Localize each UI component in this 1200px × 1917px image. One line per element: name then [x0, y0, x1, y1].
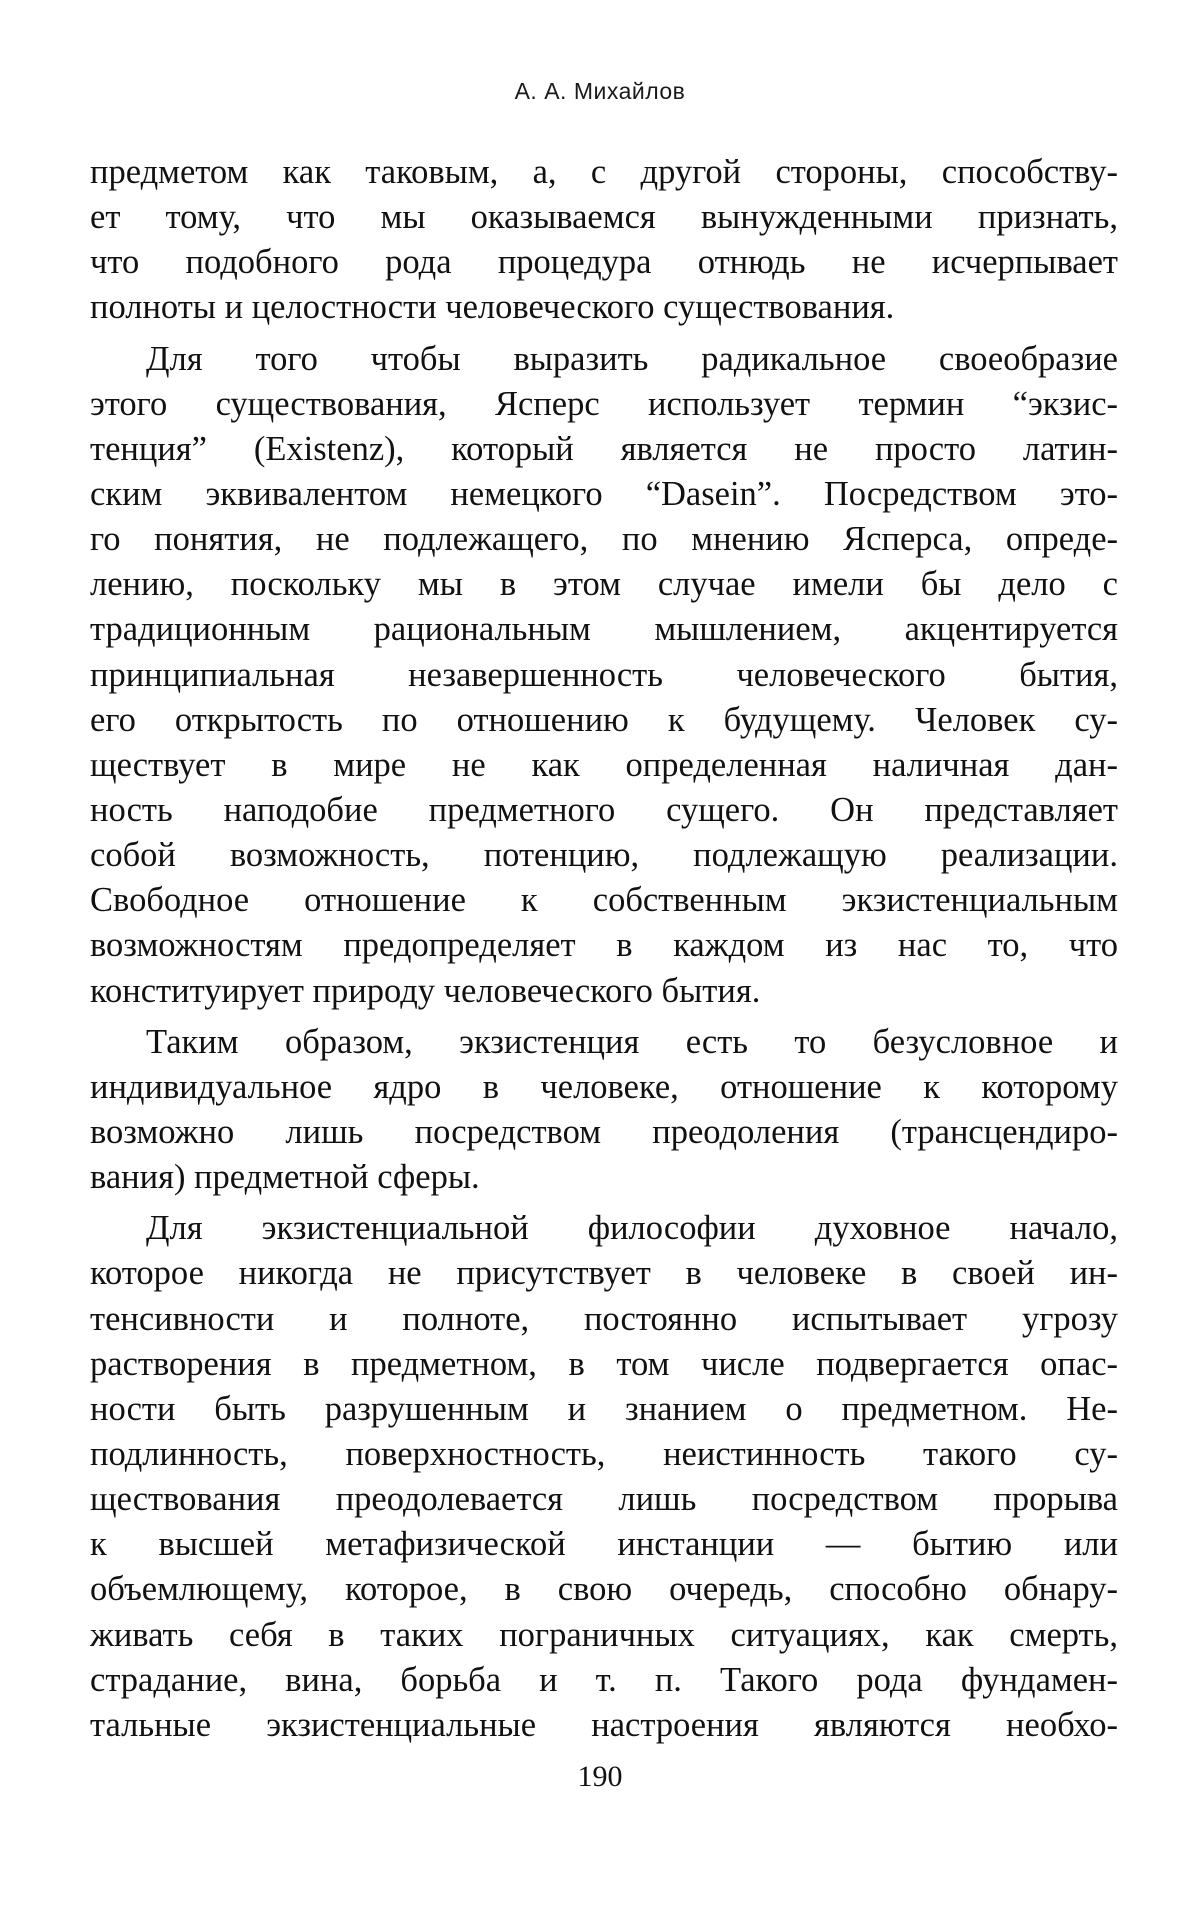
text-line: ществования преодолевается лишь посредством прорыва	[90, 1480, 1118, 1519]
text-line: Таким образом, экзистенция есть то безусловное и	[146, 1022, 1118, 1061]
text-line: что подобного рода процедура отнюдь не исчерпывает	[90, 243, 1118, 282]
text-line: ность наподобие предметного сущего. Он представляет	[90, 790, 1118, 829]
text-line: ским эквивалентом немецкого “Dasein”. Посредством это-	[90, 474, 1118, 513]
paragraph-1	[90, 150, 1118, 331]
text-line: растворения в предметном, в том числе подвергается опас-	[90, 1344, 1118, 1383]
text-line: тенция” (Existenz), который является не просто латин-	[90, 429, 1118, 468]
text-line: принципиальная незавершенность человеческого бытия,	[90, 655, 1118, 694]
text-line: его открытость по отношению к будущему. Человек су-	[90, 700, 1118, 739]
body-text	[90, 150, 1118, 1754]
text-line: лению, поскольку мы в этом случае имели бы дело с	[90, 565, 1118, 604]
text-line: возможно лишь посредством преодоления (трансцендиро-	[90, 1112, 1118, 1151]
text-line: ет тому, что мы оказываемся вынужденными признать,	[90, 198, 1118, 237]
text-line: индивидуальное ядро в человеке, отношение к которому	[90, 1067, 1118, 1106]
paragraph-2	[90, 337, 1118, 1014]
text-line: которое никогда не присутствует в человеке в своей ин-	[90, 1254, 1118, 1293]
text-line: полноты и целостности человеческого существования.	[90, 288, 895, 327]
text-line: вания) предметной сферы.	[90, 1158, 480, 1197]
text-line: к высшей метафизической инстанции — бытию или	[90, 1525, 1118, 1564]
paragraph-4	[90, 1206, 1118, 1748]
running-head-author: А. А. Михайлов	[514, 78, 686, 104]
text-line: ществует в мире не как определенная наличная дан-	[90, 745, 1118, 784]
text-line: тенсивности и полноте, постоянно испытывает угрозу	[90, 1299, 1118, 1338]
text-line: предметом как таковым, а, с другой стороны, способству-	[90, 153, 1118, 191]
text-line: собой возможность, потенцию, подлежащую реализации.	[90, 836, 1118, 875]
text-line: Для экзистенциальной философии духовное начало,	[146, 1209, 1118, 1248]
text-line: объемлющему, которое, в свою очередь, способно обнару-	[90, 1570, 1118, 1609]
text-line: традиционным рациональным мышлением, акцентируется	[90, 610, 1118, 649]
text-line: страдание, вина, борьба и т. п. Такого рода фундамен-	[90, 1660, 1118, 1699]
text-line: го понятия, не подлежащего, по мнению Ясперса, опреде-	[90, 520, 1118, 559]
text-line: живать себя в таких пограничных ситуациях, как смерть,	[90, 1615, 1118, 1654]
paragraph-3	[90, 1020, 1118, 1201]
text-line: подлинность, поверхностность, неистинность такого су-	[90, 1434, 1118, 1473]
text-line: возможностям предопределяет в каждом из нас то, что	[90, 926, 1118, 965]
text-line: конституирует природу человеческого бытия.	[90, 971, 761, 1010]
text-line: ности быть разрушенным и знанием о предметном. Не-	[90, 1389, 1118, 1428]
text-line: Для того чтобы выразить радикальное своеобразие	[146, 339, 1118, 378]
page-number: 190	[577, 1760, 623, 1793]
text-line: тальные экзистенциальные настроения являются необхо-	[90, 1705, 1118, 1744]
text-line: Свободное отношение к собственным экзистенциальным	[90, 881, 1118, 920]
text-line: этого существования, Ясперс использует термин “экзис-	[90, 384, 1118, 423]
